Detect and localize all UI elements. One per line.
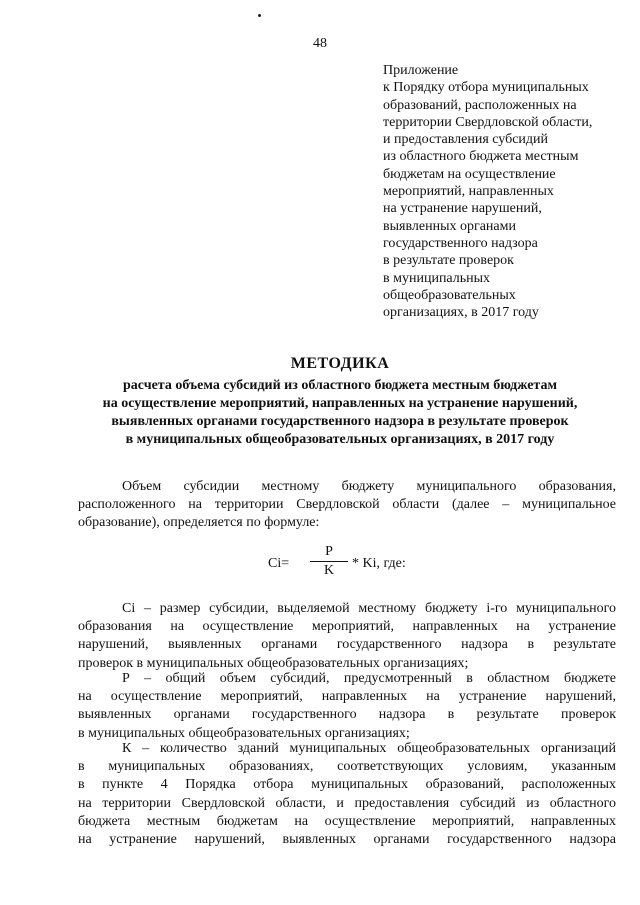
document-subtitle: [60, 377, 620, 449]
subtitle-line: выявленных органами государственного надзора в результате проверок: [111, 414, 569, 429]
paragraph-line: выявленных органами государственного надзора в результате проверок: [78, 707, 616, 723]
paragraph-line: образования на осуществление мероприятий, направленных на устранение: [78, 619, 616, 635]
paragraph-line: расположенного на территории Свердловской области (далее – муниципальное: [78, 497, 616, 513]
appendix-line: Приложение: [383, 63, 459, 78]
paragraph-line: образование), определяется по формуле:: [78, 515, 320, 531]
formula-lhs: Ci=: [268, 556, 290, 571]
fraction-bar: [310, 561, 348, 562]
paragraph-line: в муниципальных образованиях, соответствующих условиям, указанным: [78, 759, 616, 775]
appendix-line: государственного надзора: [383, 235, 538, 251]
formula-fraction: [310, 544, 348, 579]
paragraph-line: К – количество зданий муниципальных общеобразовательных организаций: [122, 741, 616, 756]
paragraph-line: на устранение нарушений, выявленных органами государственного надзора: [78, 832, 616, 848]
definition-k: [78, 740, 616, 849]
appendix-line: и предоставления субсидий: [383, 132, 549, 148]
paragraph-line: на территории Свердловской области, и предоставления субсидий из областного: [78, 795, 616, 811]
paragraph-line: Р – общий объем субсидий, предусмотренный в областном бюджете: [122, 671, 616, 686]
document-title: МЕТОДИКА: [290, 355, 390, 372]
appendix-line: выявленных органами: [383, 218, 516, 234]
subtitle-line: на осуществление мероприятий, направленных на устранение нарушений,: [102, 396, 578, 411]
appendix-block: [383, 62, 633, 321]
appendix-line: организациях, в 2017 году: [383, 305, 539, 321]
paragraph-line: в пункте 4 Порядка отбора муниципальных образований, расположенных: [78, 777, 616, 793]
appendix-line: из областного бюджета местным: [383, 149, 579, 165]
subtitle-line: расчета объема субсидий из областного бюджета местным бюджетам: [122, 378, 558, 393]
subtitle-line: в муниципальных общеобразовательных организациях, в 2017 году: [125, 432, 555, 447]
formula-rhs: * Ki, где:: [352, 556, 406, 571]
paragraph-line: проверок в муниципальных общеобразовательных организациях;: [78, 655, 469, 671]
appendix-line: в муниципальных: [383, 270, 491, 286]
appendix-line: к Порядку отбора муниципальных: [383, 80, 589, 96]
appendix-line: территории Свердловской области,: [383, 114, 593, 130]
paragraph-line: на осуществление мероприятий, направленных на устранение нарушений,: [78, 689, 616, 705]
scan-speck: [258, 14, 261, 17]
paragraph-line: Объем субсидии местному бюджету муниципального образования,: [122, 479, 616, 494]
appendix-line: бюджетам на осуществление: [383, 166, 556, 182]
appendix-line: общеобразовательных: [383, 287, 516, 303]
paragraph-line: нарушений, выявленных органами государственного надзора в результате: [78, 637, 616, 653]
formula-numerator: P: [325, 544, 333, 559]
intro-paragraph: [78, 478, 616, 533]
formula-denominator: K: [323, 563, 335, 578]
appendix-line: образований, расположенных на: [383, 97, 577, 113]
appendix-line: на устранение нарушений,: [383, 201, 542, 217]
definition-ci: [78, 600, 616, 673]
paragraph-line: бюджета местным бюджетам на осуществление мероприятий, направленных: [78, 813, 616, 829]
paragraph-line: Ci – размер субсидии, выделяемой местному бюджету i-го муниципального: [122, 601, 616, 616]
paragraph-line: в муниципальных общеобразовательных организациях;: [78, 725, 410, 741]
definition-p: [78, 670, 616, 743]
page-number: 48: [313, 36, 327, 51]
appendix-line: в результате проверок: [383, 253, 514, 269]
appendix-line: мероприятий, направленных: [383, 184, 554, 200]
